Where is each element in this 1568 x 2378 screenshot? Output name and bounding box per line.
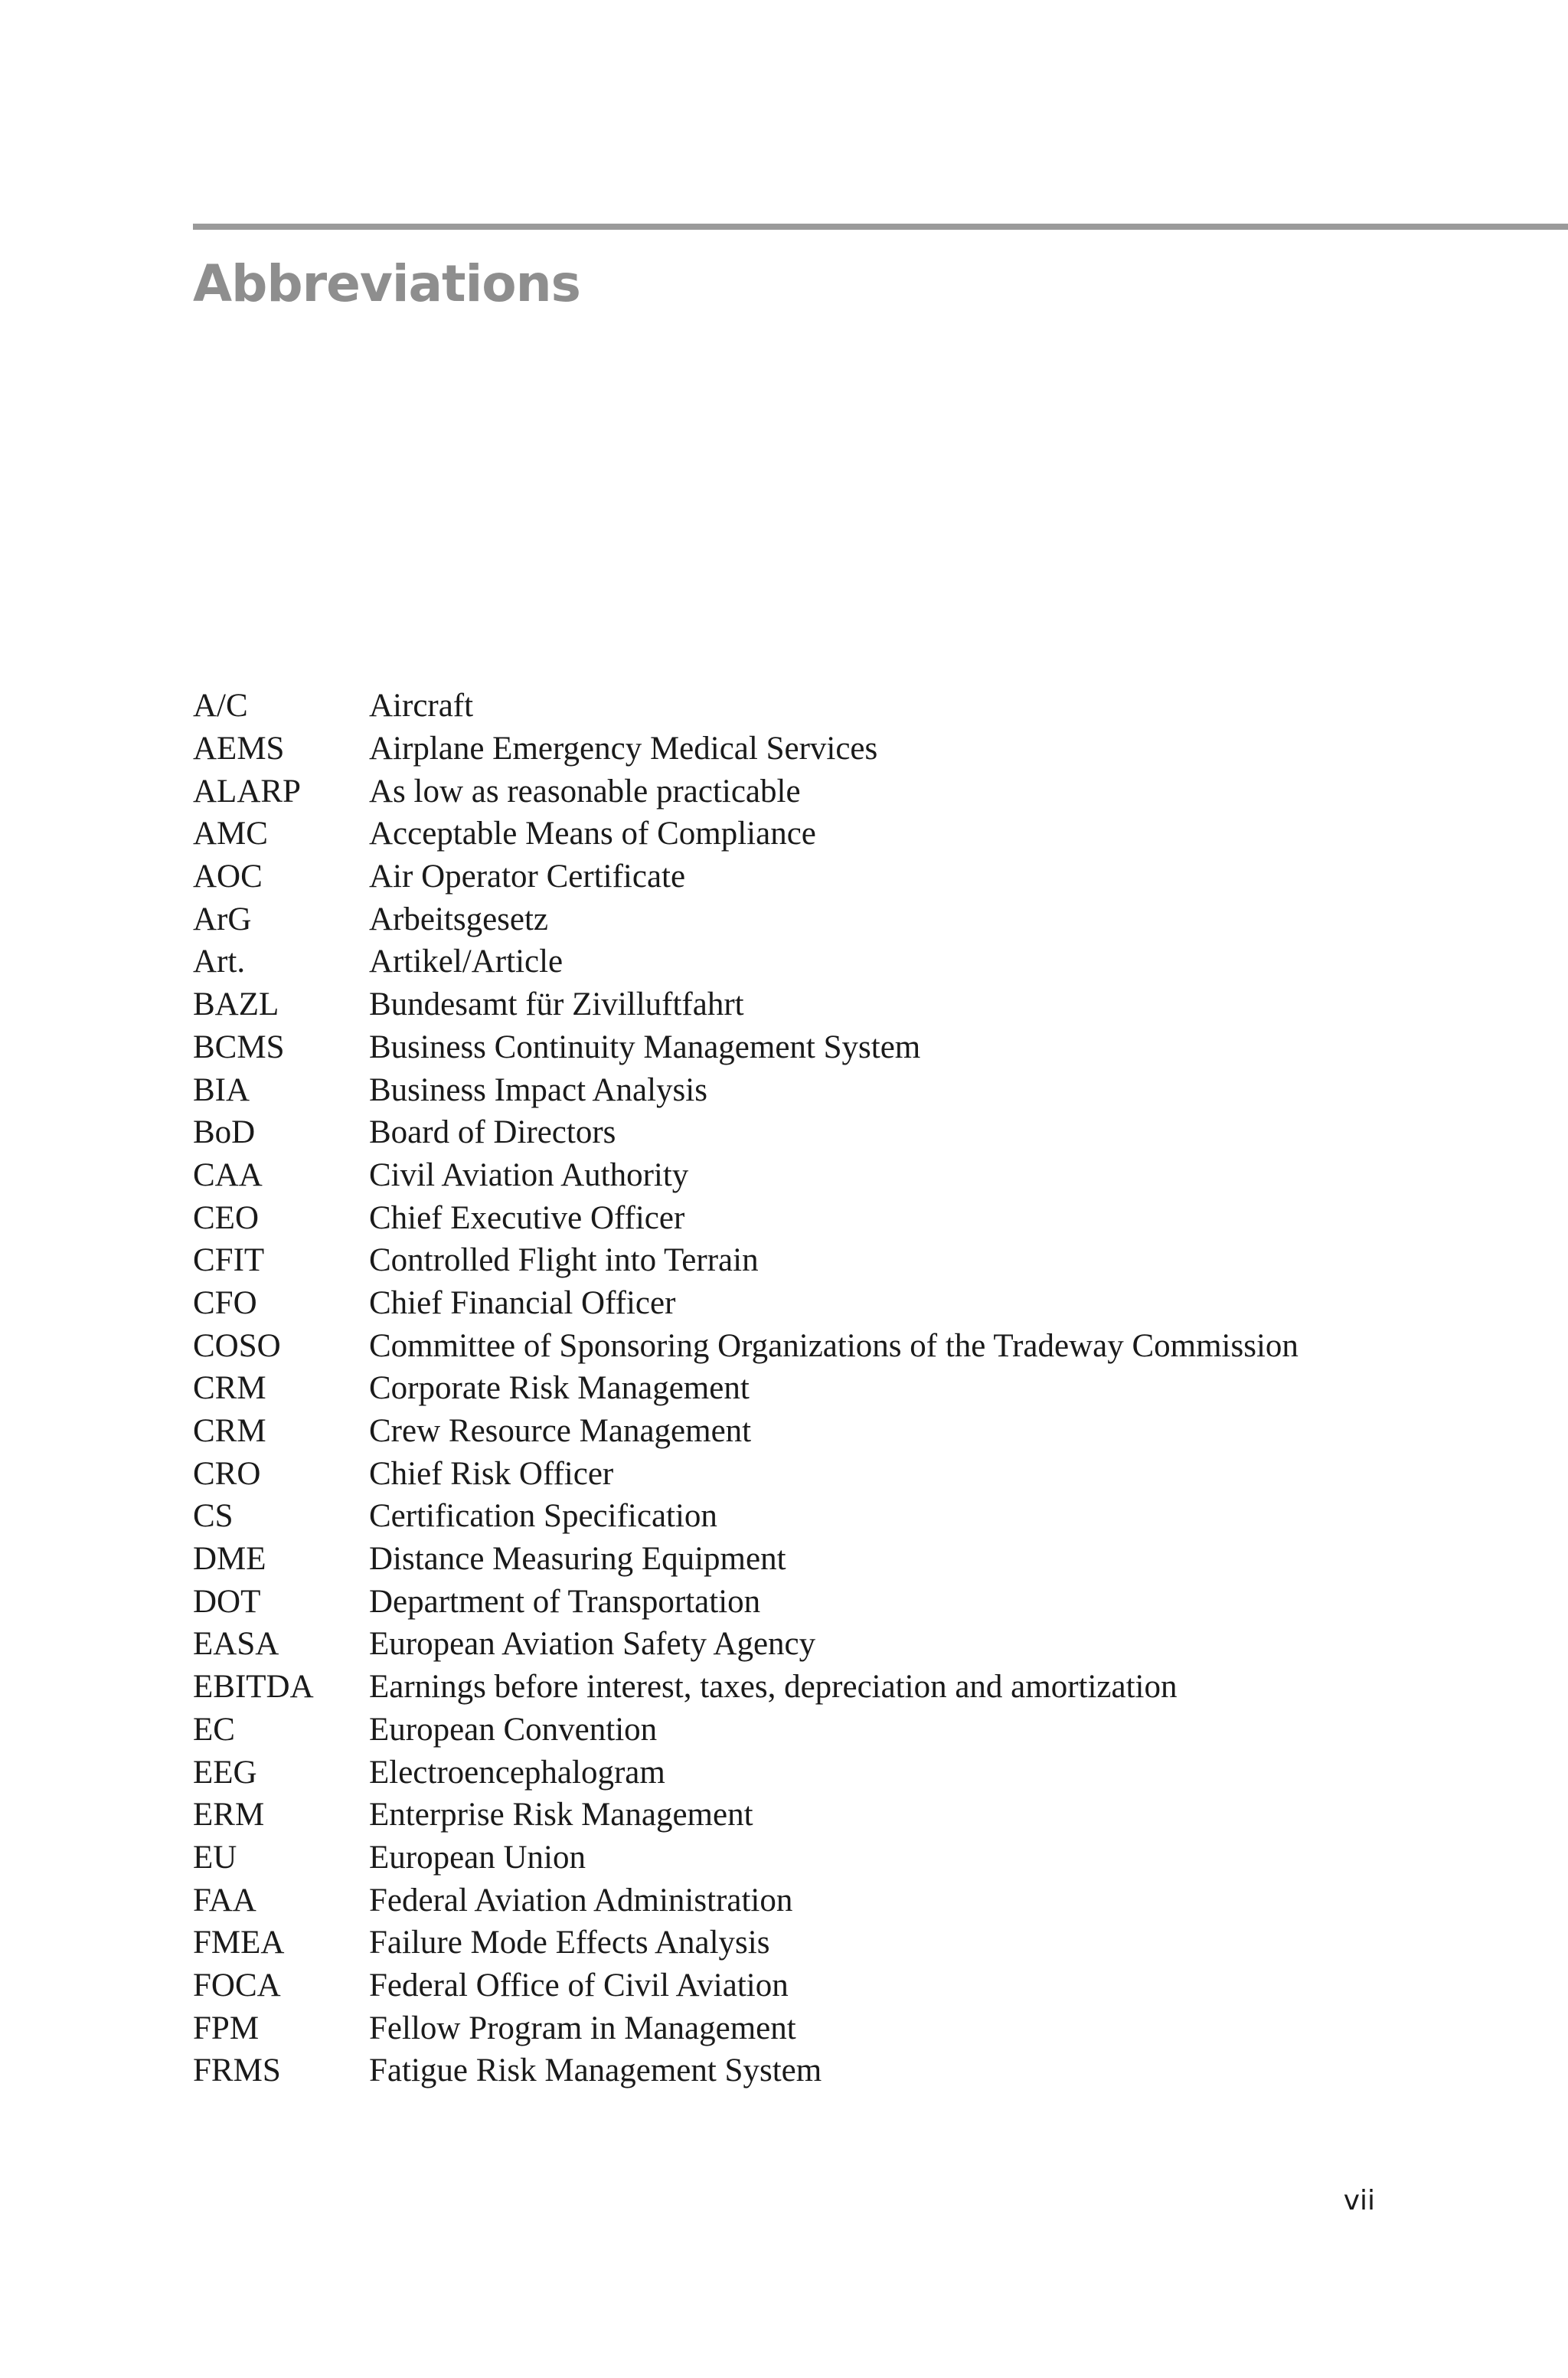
abbreviation-definition: Aircraft (369, 688, 474, 725)
abbreviation-definition: Chief Risk Officer (369, 1455, 614, 1492)
abbreviation-row (193, 1751, 1418, 1794)
abbreviation-definition: Fellow Program in Management (369, 2010, 796, 2046)
abbreviation-definition: Civil Aviation Authority (369, 1156, 689, 1193)
abbreviation-row (193, 1367, 1418, 1410)
abbreviation-definition: Board of Directors (369, 1114, 616, 1151)
abbreviation-row (193, 1495, 1418, 1538)
abbreviation-definition: Federal Aviation Administration (369, 1882, 793, 1918)
abbreviation-definition: Crew Resource Management (369, 1413, 752, 1450)
abbreviation-definition: European Union (369, 1839, 586, 1876)
abbreviation-row (193, 1837, 1418, 1879)
abbreviation-definition: Business Impact Analysis (369, 1071, 707, 1108)
abbreviation-row (193, 1026, 1418, 1069)
abbreviation-list (193, 685, 1418, 2092)
abbreviation-definition: Committee of Sponsoring Organizations of the Tradeway Commission (369, 1327, 1298, 1364)
abbreviation-term: COSO (193, 1327, 281, 1364)
abbreviation-term: A/C (193, 688, 248, 725)
abbreviation-term: AMC (193, 816, 268, 852)
abbreviation-row (193, 685, 1418, 728)
abbreviation-row (193, 1623, 1418, 1666)
abbreviation-term: CFO (193, 1284, 257, 1321)
abbreviation-row (193, 1324, 1418, 1367)
abbreviation-row (193, 770, 1418, 813)
abbreviation-term: FAA (193, 1882, 256, 1918)
abbreviation-term: DME (193, 1541, 266, 1578)
abbreviation-definition: Airplane Emergency Medical Services (369, 731, 878, 767)
abbreviation-term: ERM (193, 1797, 265, 1833)
chapter-title: Abbreviations (193, 254, 580, 313)
abbreviation-row (193, 1709, 1418, 1752)
abbreviation-definition: Artikel/Article (369, 944, 564, 980)
abbreviation-row (193, 1239, 1418, 1282)
abbreviation-definition: Electroencephalogram (369, 1754, 665, 1791)
abbreviation-definition: Corporate Risk Management (369, 1370, 750, 1407)
abbreviation-term: AEMS (193, 731, 285, 767)
abbreviation-definition: Earnings before interest, taxes, depreciation and amortization (369, 1669, 1178, 1706)
abbreviation-row (193, 1452, 1418, 1495)
abbreviation-row (193, 1196, 1418, 1239)
abbreviation-term: CS (193, 1498, 234, 1535)
abbreviation-definition: Failure Mode Effects Analysis (369, 1925, 770, 1961)
abbreviation-row (193, 1666, 1418, 1709)
abbreviation-term: AOC (193, 859, 263, 895)
abbreviation-term: Art. (193, 944, 246, 980)
abbreviation-term: CFIT (193, 1242, 265, 1279)
abbreviation-definition: Enterprise Risk Management (369, 1797, 753, 1833)
abbreviation-term: DOT (193, 1583, 261, 1620)
abbreviation-row (193, 1879, 1418, 1922)
abbreviation-row (193, 983, 1418, 1026)
chapter-rule (193, 224, 1568, 230)
abbreviation-row (193, 2007, 1418, 2049)
abbreviation-term: EC (193, 1711, 235, 1748)
abbreviation-row (193, 940, 1418, 983)
abbreviation-definition: Acceptable Means of Compliance (369, 816, 816, 852)
abbreviation-definition: Chief Executive Officer (369, 1199, 685, 1236)
abbreviation-definition: Air Operator Certificate (369, 859, 686, 895)
abbreviation-definition: Department of Transportation (369, 1583, 761, 1620)
abbreviation-term: EBITDA (193, 1669, 314, 1706)
abbreviation-term: FPM (193, 2010, 260, 2046)
abbreviation-row (193, 1111, 1418, 1154)
abbreviation-term: BoD (193, 1114, 256, 1151)
page-number: vii (1343, 2185, 1375, 2216)
abbreviation-term: CEO (193, 1199, 259, 1236)
abbreviation-definition: Controlled Flight into Terrain (369, 1242, 759, 1279)
abbreviation-term: BAZL (193, 986, 279, 1023)
abbreviation-row (193, 1580, 1418, 1623)
abbreviation-term: FRMS (193, 2053, 281, 2089)
abbreviation-term: ALARP (193, 773, 301, 810)
abbreviation-row (193, 1068, 1418, 1111)
abbreviation-definition: Arbeitsgesetz (369, 901, 549, 937)
abbreviation-row (193, 1794, 1418, 1837)
abbreviation-row (193, 813, 1418, 855)
abbreviation-row (193, 855, 1418, 898)
abbreviation-definition: Business Continuity Management System (369, 1029, 921, 1065)
abbreviation-row (193, 728, 1418, 770)
abbreviation-definition: Federal Office of Civil Aviation (369, 1967, 789, 2003)
abbreviation-term: BCMS (193, 1029, 285, 1065)
abbreviation-definition: European Aviation Safety Agency (369, 1626, 816, 1663)
abbreviation-term: CAA (193, 1156, 263, 1193)
abbreviation-definition: Distance Measuring Equipment (369, 1541, 786, 1578)
abbreviation-definition: Bundesamt für Zivilluftfahrt (369, 986, 744, 1023)
abbreviation-definition: As low as reasonable practicable (369, 773, 801, 810)
abbreviation-definition: Certification Specification (369, 1498, 717, 1535)
abbreviation-row (193, 1538, 1418, 1581)
abbreviation-term: FMEA (193, 1925, 285, 1961)
abbreviation-row (193, 2049, 1418, 2092)
abbreviation-term: ArG (193, 901, 252, 937)
abbreviation-row (193, 1282, 1418, 1325)
abbreviation-definition: Fatigue Risk Management System (369, 2053, 822, 2089)
abbreviation-term: CRM (193, 1370, 266, 1407)
abbreviation-row (193, 1964, 1418, 2007)
abbreviation-definition: Chief Financial Officer (369, 1284, 676, 1321)
abbreviation-row (193, 1154, 1418, 1197)
abbreviation-term: FOCA (193, 1967, 281, 2003)
abbreviation-term: EEG (193, 1754, 257, 1791)
abbreviation-row (193, 1410, 1418, 1453)
abbreviation-term: BIA (193, 1071, 250, 1108)
abbreviation-row (193, 898, 1418, 940)
abbreviation-term: EASA (193, 1626, 279, 1663)
abbreviation-row (193, 1922, 1418, 1964)
abbreviation-term: CRM (193, 1413, 266, 1450)
abbreviation-definition: European Convention (369, 1711, 658, 1748)
abbreviation-term: CRO (193, 1455, 261, 1492)
abbreviation-term: EU (193, 1839, 237, 1876)
